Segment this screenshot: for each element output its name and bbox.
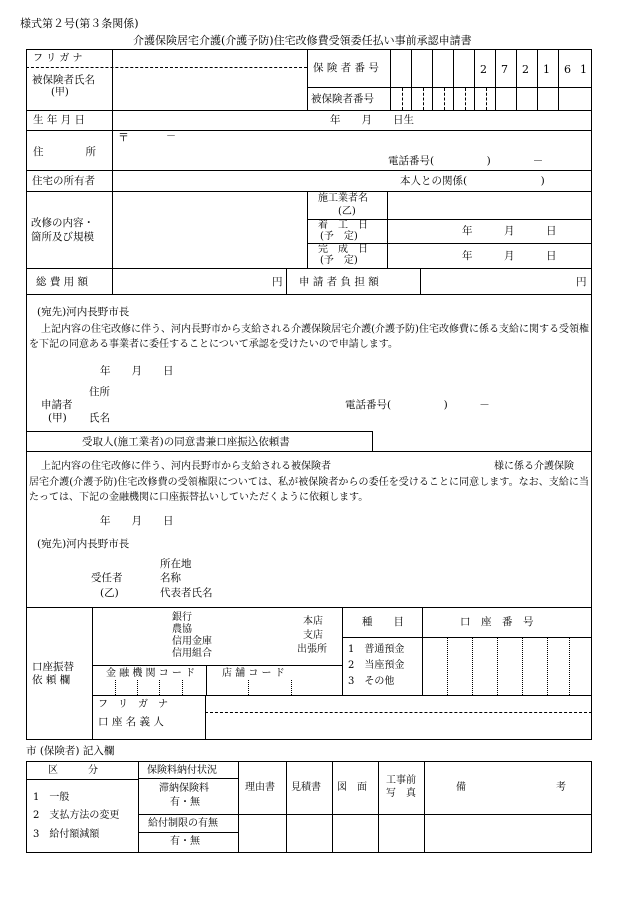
- bank-type[interactable]: 信用金庫: [172, 636, 212, 647]
- consent-body-2: 様に係る介護保険: [494, 461, 574, 472]
- branch-code-label: 店 舗 コ ー ド: [222, 668, 285, 679]
- bank-type[interactable]: 農協: [172, 624, 192, 635]
- insured-name-label: 被保険者氏名: [32, 74, 95, 86]
- account-kind[interactable]: 1 普通預金: [348, 644, 405, 655]
- end-sub: (予 定): [320, 255, 358, 266]
- recipient-name-label: 名称: [160, 572, 181, 584]
- end-date[interactable]: 年 月 日: [462, 250, 557, 262]
- photo-doc-label: 写 真: [386, 788, 416, 799]
- bank-code-label: 金 融 機 関 コ ー ド: [106, 668, 196, 679]
- end-label: 完 成 日: [318, 244, 368, 255]
- birth-label: 生 年 月 日: [33, 114, 86, 126]
- app-date[interactable]: 年 月 日: [100, 365, 174, 377]
- recipient-sub: (乙): [100, 587, 119, 599]
- start-label: 着 工 日: [318, 220, 368, 231]
- reason-doc-label: 理由書: [245, 782, 275, 793]
- account-header: 口 座 番 号: [460, 616, 534, 628]
- division-item[interactable]: 2 支払方法の変更: [33, 810, 120, 821]
- branch-type[interactable]: 支店: [303, 630, 323, 641]
- applicant-sub: (甲): [48, 412, 67, 424]
- estimate-doc-label: 見積書: [291, 782, 321, 793]
- photo-doc-label: 工事前: [386, 775, 416, 786]
- insurer-digit: 2: [480, 63, 487, 76]
- recipient-rep-label: 代表者氏名: [160, 587, 213, 599]
- city-section-title: 市 (保険者) 記入欄: [26, 745, 115, 757]
- holder-label: 口 座 名 義 人: [98, 716, 164, 728]
- burden-yen: 円: [576, 276, 587, 288]
- app-name-label: 氏名: [89, 412, 110, 424]
- consent-body-1: 上記内容の住宅改修に伴う、河内長野市から支給される被保険者: [41, 461, 331, 472]
- remarks-label: 備: [456, 782, 466, 793]
- insurer-digit: 1: [580, 63, 587, 76]
- division-item[interactable]: 3 給付額減額: [33, 829, 100, 840]
- holder-name-field[interactable]: [208, 714, 590, 738]
- postal-mark: 〒: [118, 131, 129, 144]
- consent-addressee: (宛先)河内長野市長: [37, 538, 130, 550]
- consent-heading: 受取人(施工業者)の同意書兼口座振込依頼書: [82, 436, 290, 448]
- owner-label: 住宅の所有者: [32, 175, 95, 187]
- insured-number-field[interactable]: [392, 89, 590, 109]
- form-title: 介護保険居宅介護(介護予防)住宅改修費受領委任払い事前承認申請書: [133, 34, 472, 47]
- furigana-label: フ リ ガ ナ: [33, 53, 83, 64]
- bank-section-label: 口座振替: [32, 661, 74, 673]
- arrears-yes-no[interactable]: 有・無: [170, 797, 200, 808]
- birth-value[interactable]: 年 月 日生: [330, 114, 414, 126]
- consent-date[interactable]: 年 月 日: [100, 515, 174, 527]
- start-sub: (予 定): [320, 231, 358, 242]
- insurer-digit: 1: [543, 63, 550, 76]
- insured-number-label: 被保険者番号: [311, 93, 374, 105]
- account-kind[interactable]: 2 当座預金: [348, 660, 405, 671]
- recipient-location-label: 所在地: [160, 558, 192, 570]
- insurer-digit: 7: [501, 63, 508, 76]
- account-kind[interactable]: 3 その他: [348, 676, 395, 687]
- owner-relation[interactable]: 本人との関係( ): [400, 175, 545, 187]
- division-item[interactable]: 1 一般: [33, 792, 70, 803]
- bank-type[interactable]: 信用組合: [172, 648, 212, 659]
- insured-name-sub: (甲): [51, 87, 69, 98]
- remarks-label: 考: [556, 782, 566, 793]
- app-body: 上記内容の住宅改修に伴う、河内長野市から支給される介護保険居宅介護(介護予防)住宅改修費に係る支給に関する受領権を下記の同意ある事業者に委任することについて承認を受けたいので申請します。: [29, 324, 589, 350]
- insurer-digit: 6: [564, 63, 571, 76]
- branch-type[interactable]: 本店: [303, 616, 323, 627]
- arrears-label: 滞納保険料: [159, 783, 209, 794]
- bank-type[interactable]: 銀行: [172, 612, 192, 623]
- kind-header: 種 目: [362, 616, 404, 628]
- form-number: 様式第２号(第３条関係): [20, 17, 139, 30]
- address-label: 住 所: [33, 146, 96, 158]
- bank-section-label: 依 頼 欄: [32, 674, 71, 686]
- drawing-doc-label: 図 面: [337, 782, 367, 793]
- consent-body-rest: 居宅介護(介護予防)住宅改修費の受領権限については、私が被保険者からの委任を受けることに同意します。なお、支給に当たっては、下記の金融機関に口座振替払いしていただくように依頼します。: [29, 477, 589, 503]
- limit-label: 給付制限の有無: [148, 818, 218, 829]
- renovation-label: 改修の内容・: [31, 217, 94, 229]
- premium-header: 保険料納付状況: [147, 765, 217, 776]
- insured-name-field[interactable]: [115, 70, 303, 108]
- insurer-digit: 2: [522, 63, 529, 76]
- contractor-sub: (乙): [338, 206, 356, 217]
- branch-type[interactable]: 出張所: [297, 644, 327, 655]
- postal-dash: －: [166, 131, 176, 142]
- city-frame: [26, 761, 592, 853]
- app-phone[interactable]: 電話番号( ) －: [345, 399, 490, 411]
- start-date[interactable]: 年 月 日: [462, 225, 557, 237]
- burden-label: 申 請 者 負 担 額: [299, 276, 379, 288]
- app-addressee: (宛先)河内長野市長: [37, 306, 130, 318]
- address-phone[interactable]: 電話番号( ) －: [388, 155, 544, 167]
- renovation-label: 箇所及び規模: [31, 231, 94, 243]
- limit-yes-no[interactable]: 有・無: [170, 836, 200, 847]
- total-cost-label: 総 費 用 額: [36, 276, 89, 288]
- app-address-label: 住所: [89, 386, 110, 398]
- total-cost-yen: 円: [272, 276, 283, 288]
- recipient-label: 受任者: [91, 572, 123, 584]
- contractor-label: 施工業者名: [318, 193, 368, 204]
- holder-furigana-label: フ リ ガ ナ: [98, 699, 168, 710]
- insurer-number-label: 保 険 者 番 号: [313, 62, 379, 74]
- division-header: 区 分: [48, 765, 98, 776]
- applicant-label: 申請者: [41, 399, 73, 411]
- furigana-field[interactable]: [115, 51, 303, 66]
